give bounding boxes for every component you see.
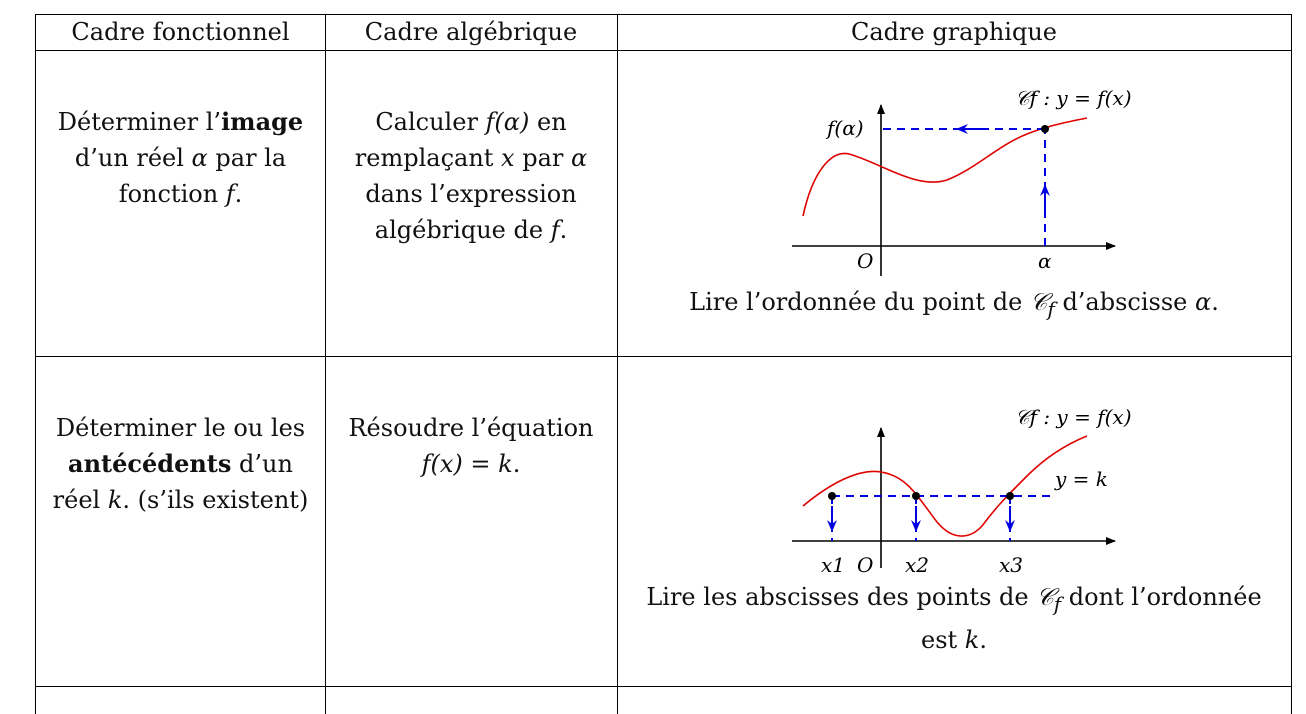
text: Calculer (375, 108, 486, 136)
point (828, 492, 836, 500)
math-sub: f (1047, 296, 1055, 321)
text: . (1211, 288, 1219, 316)
text: . (234, 180, 243, 208)
math-var: f (225, 180, 235, 208)
row2-caption (617, 579, 1291, 658)
x1-label: x1 (821, 553, 846, 577)
text: algébrique de (374, 216, 551, 244)
math-curve: 𝒞 (1029, 288, 1048, 316)
row1-fonctionnel-cell (36, 104, 325, 212)
curve (803, 436, 1087, 536)
curve-label: 𝒞f : y = f(x) (1015, 86, 1132, 110)
math-var: α (571, 144, 588, 172)
text: . (s’ils existent) (122, 486, 309, 514)
row2-graph (617, 356, 1291, 596)
math-var: f (550, 216, 560, 244)
header-graphique: Cadre graphique (850, 18, 1057, 46)
origin-label: O (857, 249, 874, 273)
point (1006, 492, 1014, 500)
text: Déterminer l’ (57, 108, 222, 136)
text: . (559, 216, 568, 244)
x-tick-label: α (1038, 249, 1052, 273)
x3-label: x3 (999, 553, 1024, 577)
text: dont l’ordonnée (1061, 583, 1262, 611)
math-var: k (964, 625, 980, 654)
text: Lire les abscisses des points de (646, 583, 1037, 611)
text: . (979, 625, 987, 654)
text: Déterminer le ou les (55, 414, 306, 442)
text: Lire l’ordonnée du point de (689, 288, 1030, 316)
line-label: y = k (1055, 467, 1108, 491)
text: . (512, 450, 521, 478)
header-algebrique: Cadre algébrique (364, 18, 578, 46)
text: Résoudre l’équation (348, 414, 594, 442)
text: par la (207, 144, 287, 172)
math-expr: f(α) (485, 108, 530, 136)
math-sub: f (1053, 591, 1062, 616)
bold-term: image (221, 107, 304, 136)
text: fonction (118, 180, 226, 208)
origin-label: O (857, 553, 874, 577)
text: d’un réel (74, 144, 192, 172)
x2-label: x2 (905, 553, 930, 577)
y-tick-label: f(α) (827, 116, 864, 140)
curve-label: 𝒞f : y = f(x) (1015, 405, 1132, 429)
math-var: α (1195, 288, 1212, 316)
math-var: k (107, 486, 123, 514)
text: en (529, 108, 567, 136)
text: dans l’expression (365, 180, 577, 208)
math-curve: 𝒞 (1036, 583, 1054, 611)
text: d’un (231, 450, 293, 478)
row1-algebrique-cell (325, 104, 617, 248)
text: est (921, 625, 965, 654)
math-var: α (191, 144, 208, 172)
bold-term: antécédents (68, 449, 232, 478)
text: par (514, 144, 571, 172)
point (1041, 125, 1049, 133)
text: remplaçant (354, 144, 502, 172)
row2-algebrique-cell (325, 410, 617, 482)
table-border-right (1291, 14, 1292, 714)
row1-caption (617, 284, 1291, 327)
math-equation: f(x) = k (421, 450, 513, 478)
math-var: x (501, 144, 515, 172)
text: réel (52, 486, 108, 514)
point (912, 492, 920, 500)
table (35, 14, 1292, 714)
header-fonctionnel: Cadre fonctionnel (71, 18, 290, 46)
row2-fonctionnel-cell (36, 410, 325, 518)
text: d’abscisse (1054, 288, 1196, 316)
row-separator (36, 686, 1292, 687)
